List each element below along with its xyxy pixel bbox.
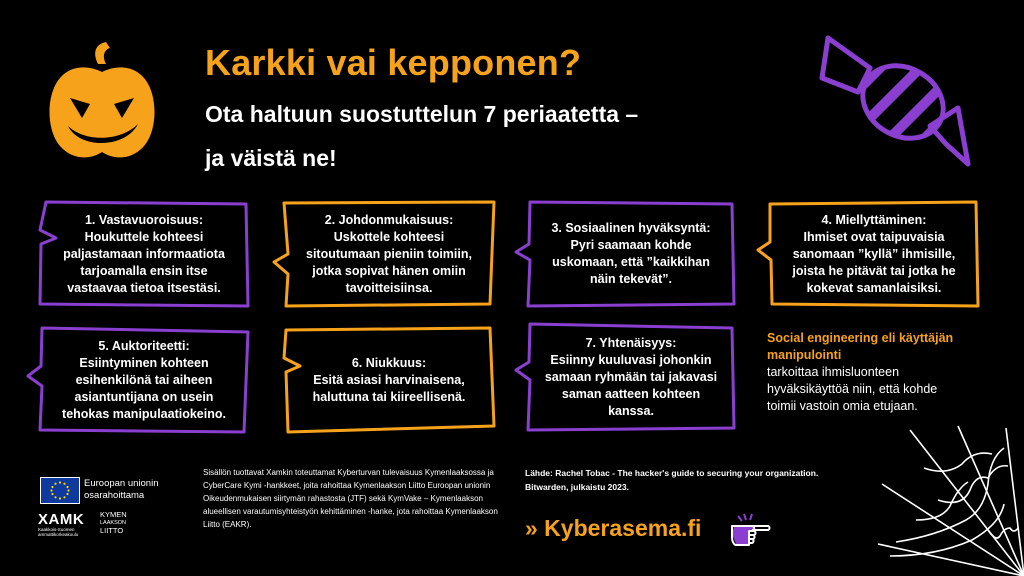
- principle-text: 5. Auktoriteetti: Esiintyminen kohteen esihenkilönä tai aiheen asiantuntijana on usein tehokas manipulaatiokeino.: [62, 338, 226, 421]
- principle-text: 7. Yhtenäisyys: Esiinny kuuluvasi johonkin samaan ryhmään tai jakavasi saman aatteen kohteen kanssa.: [544, 335, 718, 418]
- page-title: Karkki vai kepponen?: [205, 42, 582, 83]
- principle-card-7: [526, 322, 736, 432]
- kymen-line-1: KYMEN: [100, 510, 127, 519]
- principle-text: 6. Niukkuus: Esitä asiasi harvinaisena, haluttuna tai kiireellisenä.: [312, 355, 466, 404]
- principle-card-1: [38, 200, 250, 308]
- spider-web-icon: [876, 424, 1024, 576]
- principle-text: 4. Miellyttäminen: Ihmiset ovat taipuvaisia sanomaan ”kyllä” ihmisille, joista he pitävät tai jotka he kokevat samanlaisiksi.: [792, 212, 956, 295]
- principle-card-3: [526, 200, 736, 308]
- xamk-logo: XAMK: [38, 511, 85, 528]
- definition-note: [767, 330, 967, 415]
- kymen-line-2: LAAKSON: [100, 520, 126, 526]
- kymen-line-3: LIITTO: [100, 526, 124, 535]
- subtitle-line-2: ja väistä ne!: [205, 145, 337, 171]
- principle-text: 3. Sosiaalinen hyväksyntä: Pyri saamaan kohde uskomaan, että ”kaikkihan näin tekevät”.: [551, 221, 711, 286]
- principle-text: 1. Vastavuoroisuus: Houkuttele kohteesi paljastamaan informaatiota tarjoamalla ensin itse vastaavaa tietoa itsestäsi.: [63, 212, 225, 295]
- source-reference: Lähde: Rachel Tobac - The hacker's guide to securing your organization. Bitwarden, julkaistu 2023.: [525, 468, 819, 492]
- kymenlaakson-liitto-logo: [100, 511, 127, 535]
- eu-text-line-1: Euroopan unionin: [84, 478, 159, 489]
- eu-funding-label: [84, 478, 158, 502]
- page-subtitle: [205, 92, 805, 180]
- definition-heading: Social engineering eli käyttäjän manipulointi: [767, 331, 954, 362]
- pumpkin-icon: [40, 38, 165, 163]
- funding-info-text: Sisällön tuottavat Xamkin toteuttamat Kyberturvan tulevaisuus Kymenlaaksossa ja CyberCare Kymi -hankkeet, joita rahoittaa Kymenlaakson Liitto Euroopan unionin Oikeudenmukaisen siirtymän rahastosta (JTF) sekä KymVake – Kymenlaakson alueellisen varautumisyhteistyön kehittäminen -hanke, jota rahoittaa Kymenlaakson Liitto (EAKR).: [203, 468, 498, 529]
- pointing-hand-icon: [730, 512, 772, 548]
- principle-card-6: [282, 326, 496, 434]
- principle-card-5: [38, 326, 250, 434]
- xamk-logo-subtext: Kaakkois-Suomen ammattikorkeakoulu: [38, 527, 79, 537]
- definition-body: tarkoittaa ihmisluonteen hyväksikäyttöä niin, että kohde toimii vastoin omia etujaan.: [767, 365, 938, 413]
- principle-card-4: [768, 200, 980, 308]
- kyberasema-link[interactable]: » Kyberasema.fi: [525, 515, 702, 541]
- eu-text-line-2: osarahoittama: [84, 490, 145, 501]
- principle-card-2: [282, 200, 496, 308]
- subtitle-line-1: Ota haltuun suostuttelun 7 periaatetta –: [205, 101, 639, 127]
- candy-icon: [818, 30, 988, 170]
- eu-flag-icon: [40, 477, 80, 504]
- principle-text: 2. Johdonmukaisuus: Uskottele kohteesi sitoutumaan pieniin toimiin, jotka sopivat hänen omiin tavoitteisiinsa.: [306, 212, 472, 295]
